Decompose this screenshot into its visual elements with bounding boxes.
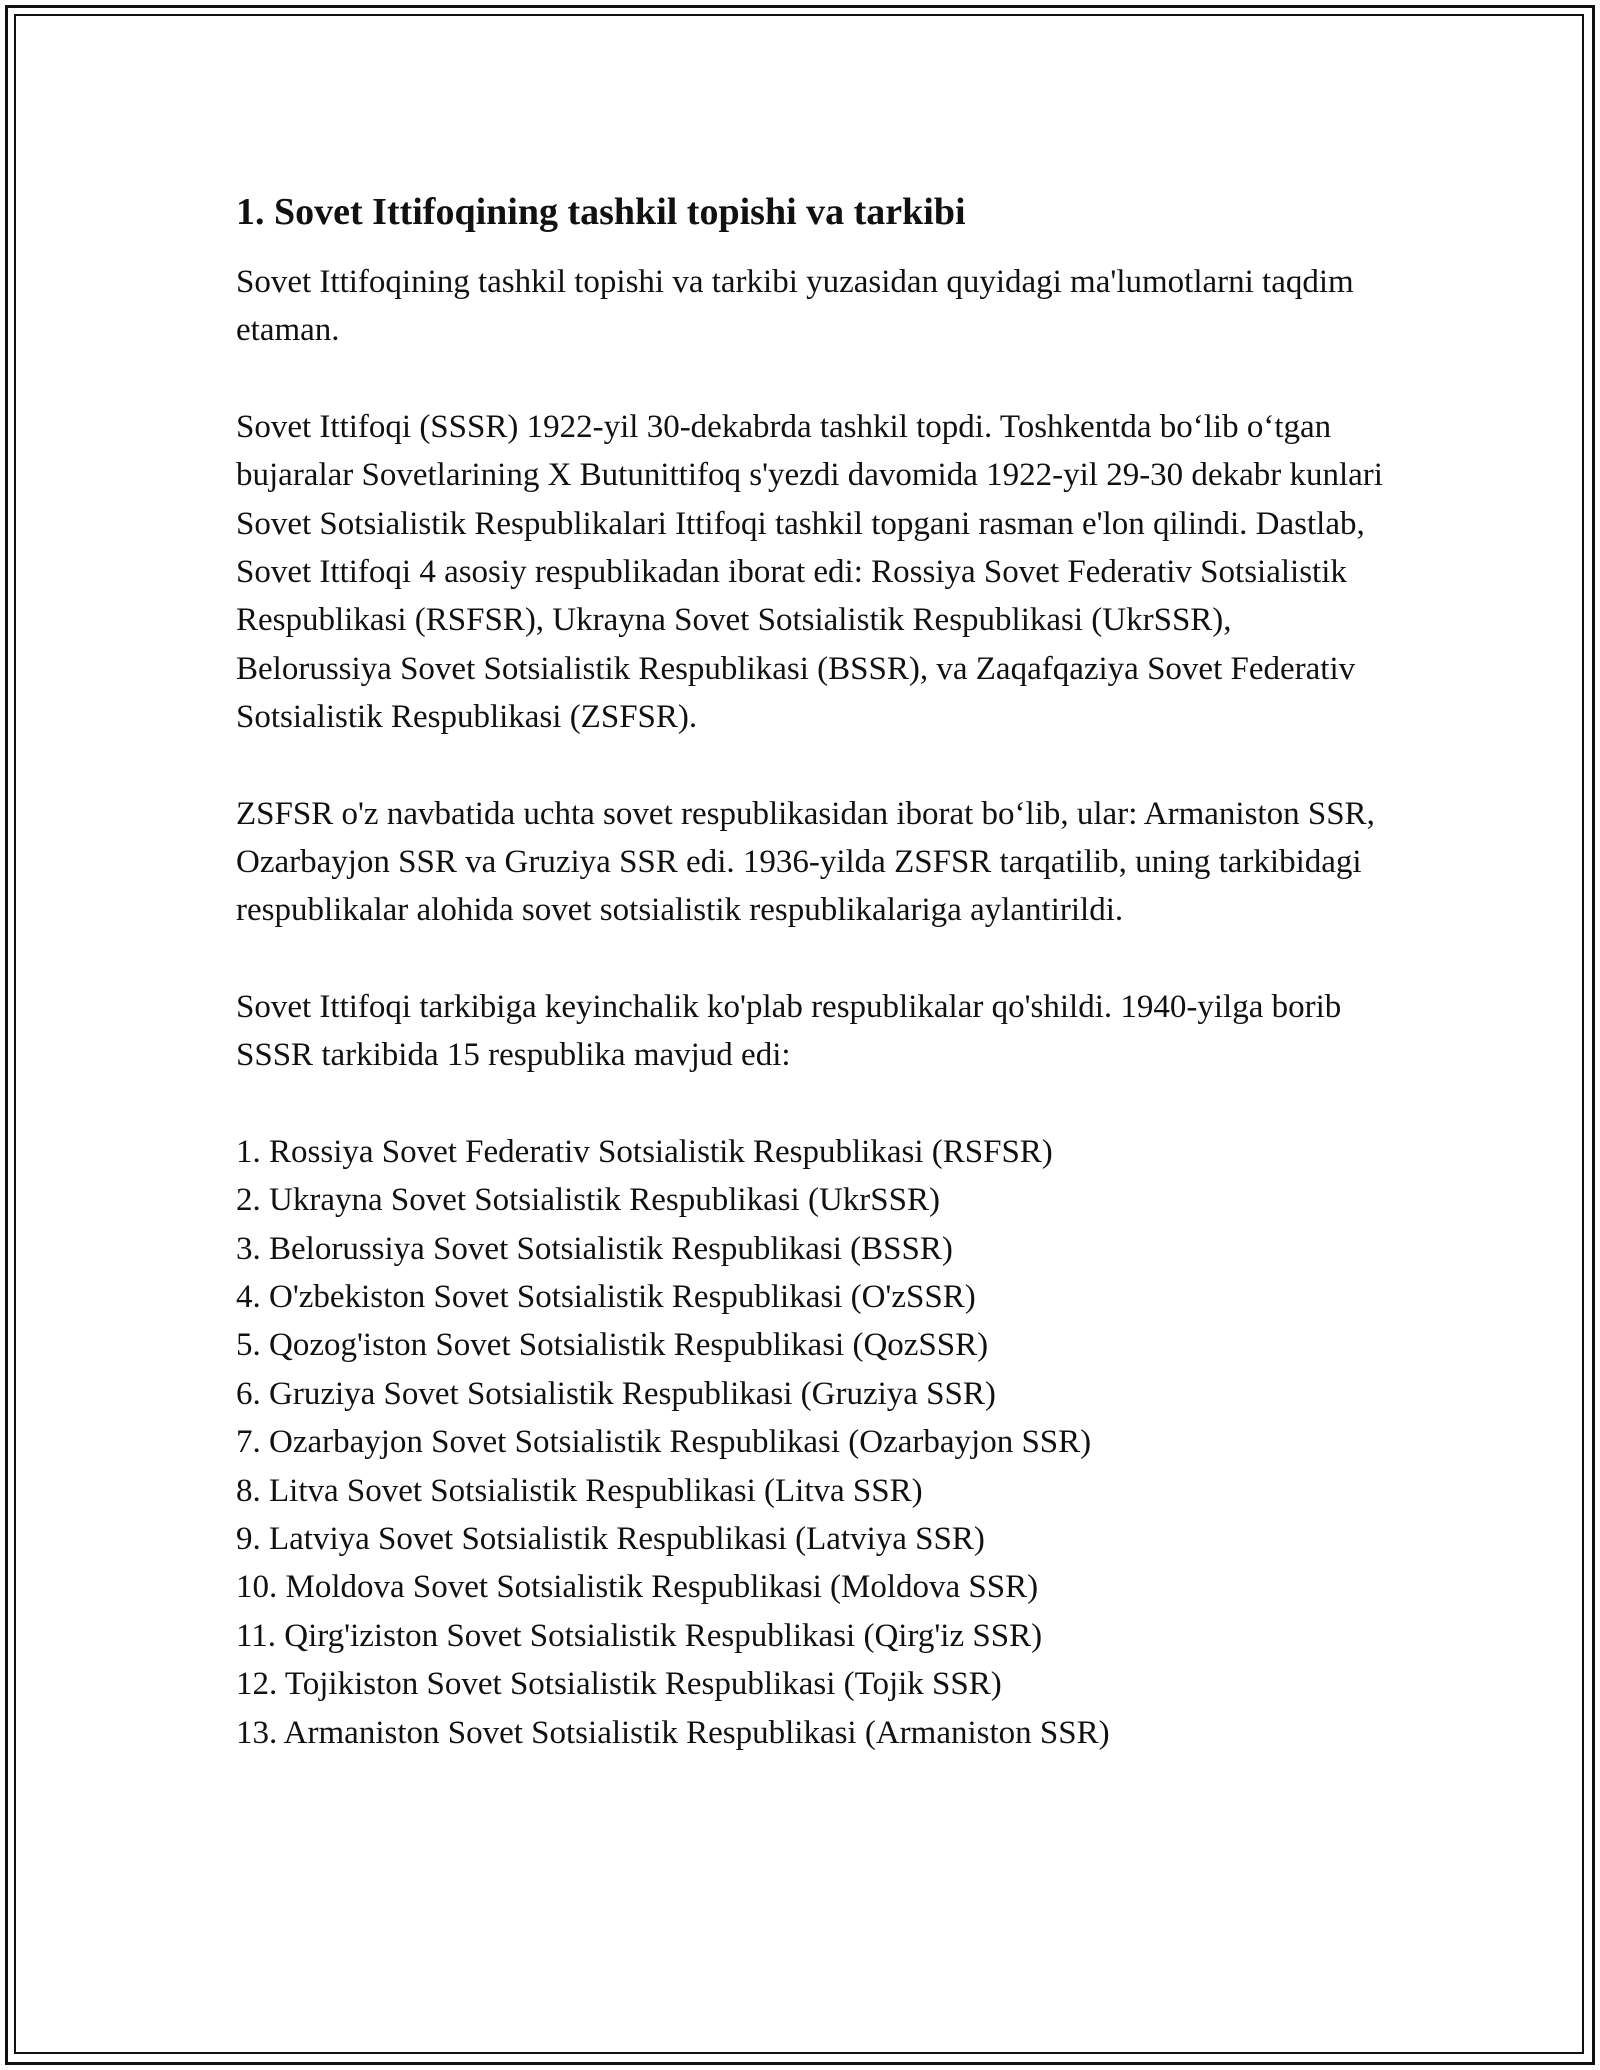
- list-item: 11. Qirg'iziston Sovet Sotsialistik Respublikasi (Qirg'iz SSR): [236, 1617, 1043, 1654]
- list-item: 7. Ozarbayjon Sovet Sotsialistik Respublikasi (Ozarbayjon SSR): [236, 1424, 1092, 1461]
- list-item: 8. Litva Sovet Sotsialistik Respublikasi (Litva SSR): [236, 1472, 923, 1509]
- list-item: 4. O'zbekiston Sovet Sotsialistik Respublikasi (O'zSSR): [236, 1278, 976, 1315]
- document-title: 1. Sovet Ittifoqining tashkil topishi va tarkibi: [236, 191, 966, 233]
- paragraph-formation: Sovet Ittifoqi (SSSR) 1922-yil 30-dekabrda tashkil topdi. Toshkentda bo‘lib o‘tgan bujaralar Sovetlarining X Butunittifoq s'yezdi davomida 1922-yil 29-30 dekabr kunlari Sovet Sotsialistik Respublikalari Ittifoqi tashkil topgani rasman e'lon qilindi. Dastlab, Sovet Ittifoqi 4 asosiy respublikadan iborat edi: Rossiya Sovet Federativ Sotsialistik Respublikasi (RSFSR), Ukrayna Sovet Sotsialistik Respublikasi (UkrSSR), Belorussiya Sovet Sotsialistik Respublikasi (BSSR), va Zaqafqaziya Sovet Federativ Sotsialistik Respublikasi (ZSFSR).: [236, 408, 1383, 736]
- list-item: 6. Gruziya Sovet Sotsialistik Respublikasi (Gruziya SSR): [236, 1375, 996, 1412]
- list-item: 5. Qozog'iston Sovet Sotsialistik Respublikasi (QozSSR): [236, 1327, 989, 1364]
- paragraph-republics-intro: Sovet Ittifoqi tarkibiga keyinchalik ko'plab respublikalar qo'shildi. 1940-yilga borib SSSR tarkibida 15 respublika mavjud edi:: [236, 988, 1342, 1074]
- paragraph-intro: Sovet Ittifoqining tashkil topishi va tarkibi yuzasidan quyidagi ma'lumotlarni taqdim etaman.: [236, 264, 1354, 349]
- list-item: 10. Moldova Sovet Sotsialistik Respublikasi (Moldova SSR): [236, 1569, 1039, 1606]
- list-item: 13. Armaniston Sovet Sotsialistik Respublikasi (Armaniston SSR): [236, 1714, 1110, 1751]
- document-body: [236, 188, 1386, 1757]
- list-item: 9. Latviya Sovet Sotsialistik Respublikasi (Latviya SSR): [236, 1520, 985, 1557]
- paragraph-zsfsr: ZSFSR o'z navbatida uchta sovet respublikasidan iborat bo‘lib, ular: Armaniston SSR, Ozarbayjon SSR va Gruziya SSR edi. 1936-yilda ZSFSR tarqatilib, uning tarkibidagi respublikalar alohida sovet sotsialistik respublikalariga aylantirildi.: [236, 795, 1375, 929]
- list-item: 1. Rossiya Sovet Federativ Sotsialistik Respublikasi (RSFSR): [236, 1133, 1053, 1170]
- list-item: 2. Ukrayna Sovet Sotsialistik Respublikasi (UkrSSR): [236, 1182, 940, 1219]
- list-item: 3. Belorussiya Sovet Sotsialistik Respublikasi (BSSR): [236, 1230, 953, 1267]
- republics-list: [236, 1128, 1386, 1757]
- list-item: 12. Tojikiston Sovet Sotsialistik Respublikasi (Tojik SSR): [236, 1666, 1002, 1703]
